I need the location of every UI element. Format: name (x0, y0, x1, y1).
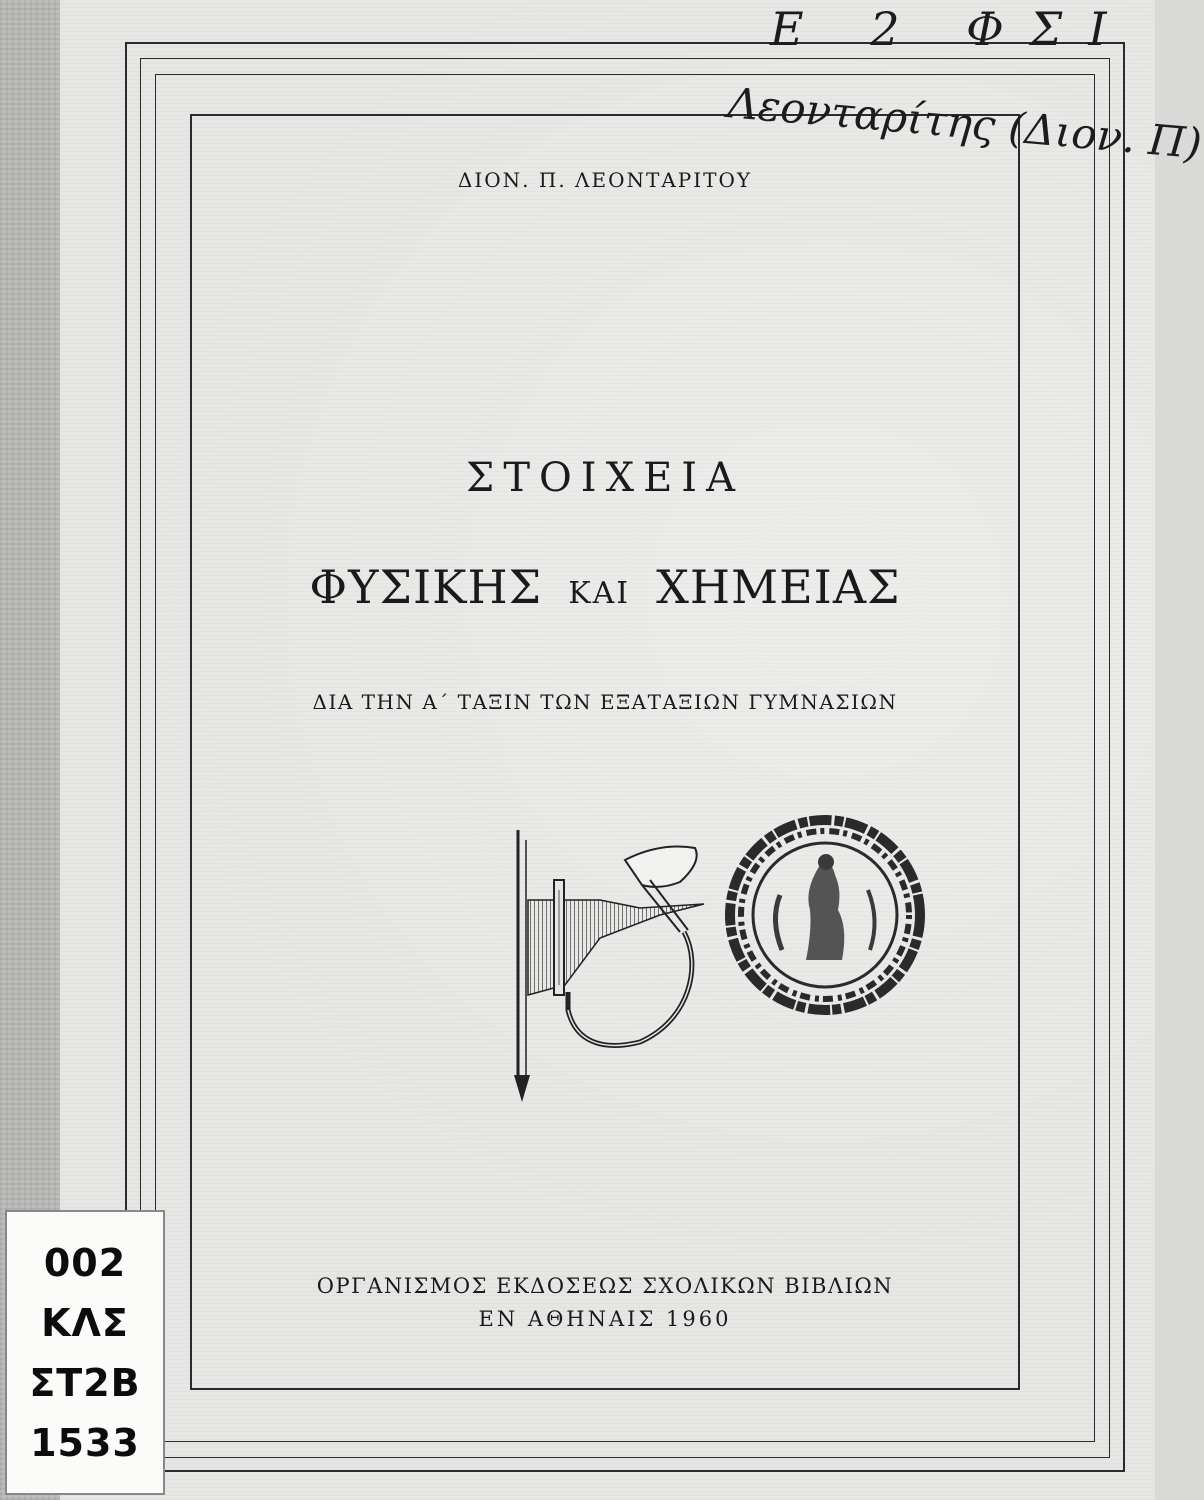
author-name: ΔΙΟΝ. Π. ΛΕΟΝΤΑΡΙΤΟΥ (457, 168, 753, 192)
handwritten-call-mark: Ε 2 ΦΣΙ (770, 2, 1133, 56)
title-word-physics: ΦΥΣΙΚΗΣ (309, 560, 543, 614)
shelf-label-line-2: ΚΛΣ (41, 1300, 129, 1345)
title-word-and: ΚΑΙ (568, 576, 631, 611)
physics-apparatus-illustration (490, 820, 720, 1120)
border-frame-inner (190, 114, 1020, 1390)
library-stamp-seal (720, 810, 930, 1020)
library-shelf-label (5, 1210, 165, 1495)
shelf-label-line-3: ΣΤ2Β (29, 1360, 141, 1405)
shelf-label-line-1: 002 (43, 1240, 127, 1285)
publication-place-year: ΕΝ ΑΘΗΝΑΙΣ 1960 (478, 1307, 732, 1331)
shelf-label-line-4: 1533 (30, 1420, 140, 1465)
title-line-1: ΣΤΟΙΧΕΙΑ (466, 455, 744, 501)
handwritten-owner-note: Λεονταρίτης (Διον. Π) (725, 78, 1204, 169)
title-word-chemistry: ΧΗΜΕΙΑΣ (656, 560, 901, 614)
title-line-2 (190, 560, 1020, 614)
publisher-name: ΟΡΓΑΝΙΣΜΟΣ ΕΚΔΟΣΕΩΣ ΣΧΟΛΙΚΩΝ ΒΙΒΛΙΩΝ (316, 1274, 894, 1298)
subtitle: ΔΙΑ ΤΗΝ Α΄ ΤΑΞΙΝ ΤΩΝ ΕΞΑΤΑΞΙΩΝ ΓΥΜΝΑΣΙΩΝ (312, 690, 898, 714)
